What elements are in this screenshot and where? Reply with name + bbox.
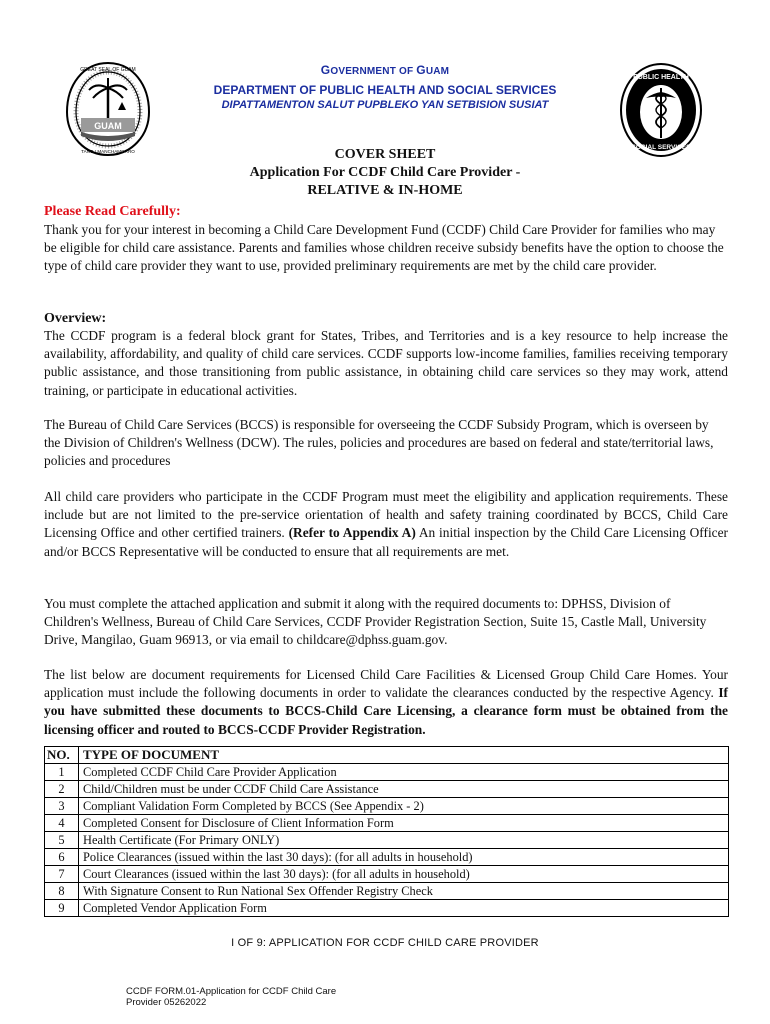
column-header-type: TYPE OF DOCUMENT bbox=[79, 747, 729, 764]
seal-right-bottom-text: SOCIAL SERVICES bbox=[631, 144, 691, 151]
column-header-no: NO. bbox=[45, 747, 79, 764]
seal-left-ring-text: GREAT SEAL OF GUAM bbox=[80, 67, 136, 73]
application-subtitle: RELATIVE & IN-HOME bbox=[307, 183, 463, 198]
row-document: With Signature Consent to Run National Sex Offender Registry Check bbox=[79, 883, 729, 900]
form-identifier bbox=[126, 986, 356, 1008]
form-identifier-line2: Provider 05262022 bbox=[126, 997, 207, 1008]
government-title: GOVERNMENT OF GUAM bbox=[320, 63, 450, 77]
row-number: 2 bbox=[45, 781, 79, 798]
cover-sheet-title: COVER SHEET bbox=[334, 147, 436, 162]
overview-heading: Overview: bbox=[44, 311, 107, 326]
row-document: Police Clearances (issued within the last 30 days): (for all adults in household) bbox=[79, 849, 729, 866]
table-row bbox=[45, 798, 729, 815]
department-title: DEPARTMENT OF PUBLIC HEALTH AND SOCIAL SERVICES bbox=[213, 83, 557, 97]
row-document: Completed CCDF Child Care Provider Application bbox=[79, 764, 729, 781]
bccs-paragraph: The Bureau of Child Care Services (BCCS) is responsible for overseeing the CCDF Subsidy Program, which is overseen by the Division of Children's Wellness (DCW). The rules, policies and procedures are based on federal and state/territorial laws, policies and procedures bbox=[44, 417, 714, 469]
table-row bbox=[45, 866, 729, 883]
overview-paragraph: The CCDF program is a federal block grant for States, Tribes, and Territories and is a key resource to help increase the availability, affordability, and quality of child care services. CCDF supports low-income families, families receiving temporary public assistance, and those transitioning from public assistance, in obtaining child care services so they may work, attend training, or participate in educational activities. bbox=[44, 328, 728, 398]
row-number: 4 bbox=[45, 815, 79, 832]
application-title: Application For CCDF Child Care Provider - bbox=[249, 165, 521, 180]
row-document: Health Certificate (For Primary ONLY) bbox=[79, 832, 729, 849]
please-read-heading: Please Read Carefully: bbox=[44, 204, 181, 219]
row-document: Completed Vendor Application Form bbox=[79, 900, 729, 917]
table-row bbox=[45, 849, 729, 866]
row-number: 7 bbox=[45, 866, 79, 883]
intro-paragraph: Thank you for your interest in becoming a Child Care Development Fund (CCDF) Child Care Provider for families who may be eligible for child care assistance. Parents and families whose children receive subsidy benefits have the option to choose the type of child care provider they want to use, provided preliminary requirements are met by the child care provider. bbox=[44, 222, 724, 274]
appendix-a-reference: (Refer to Appendix A) bbox=[288, 525, 416, 541]
row-number: 5 bbox=[45, 832, 79, 849]
table-row bbox=[45, 764, 729, 781]
eligibility-paragraph: All child care providers who participate in the CCDF Program must meet the eligibility and application requirements. These include but are not limited to the pre-service orientation of health and safety training coordinated by BCCS, Child Care Licensing Office and other certified trainers. (Refer to Appendix A) An initial inspection by the Child Care Licensing Officer and/or BCCS Representative will be conducted to ensure that all requirements are met. bbox=[44, 489, 729, 559]
table-row bbox=[45, 781, 729, 798]
form-identifier-line1: CCDF FORM.01-Application for CCDF Child Care bbox=[126, 986, 337, 997]
table-row bbox=[45, 832, 729, 849]
table-header-row bbox=[45, 747, 729, 764]
row-number: 6 bbox=[45, 849, 79, 866]
row-number: 1 bbox=[45, 764, 79, 781]
document-requirements-paragraph: The list below are document requirements for Licensed Child Care Facilities & Licensed Group Child Care Homes. Your application must include the following documents in order to validate the clearances conducted by the respective Agency. If you have submitted these documents to BCCS-Child Care Licensing, a clearance form must be obtained from the licensing officer and routed to BCCS-CCDF Provider Registration. bbox=[44, 667, 728, 737]
clearance-form-notice: If you have submitted these documents to BCCS-Child Care Licensing, a clearance form must be obtained from the licensing officer and routed to BCCS-CCDF Provider Registration. bbox=[44, 685, 728, 737]
page-footer-label: I OF 9: APPLICATION FOR CCDF CHILD CARE PROVIDER bbox=[231, 937, 539, 949]
seal-left-center-text: GUAM bbox=[94, 121, 122, 131]
row-number: 3 bbox=[45, 798, 79, 815]
row-document: Compliant Validation Form Completed by BCCS (See Appendix - 2) bbox=[79, 798, 729, 815]
table-row bbox=[45, 900, 729, 917]
row-document: Court Clearances (issued within the last 30 days): (for all adults in household) bbox=[79, 866, 729, 883]
row-number: 8 bbox=[45, 883, 79, 900]
document-requirements-table bbox=[44, 746, 729, 917]
row-document: Child/Children must be under CCDF Child Care Assistance bbox=[79, 781, 729, 798]
row-number: 9 bbox=[45, 900, 79, 917]
table-row bbox=[45, 883, 729, 900]
department-subtitle: DIPATTAMENTON SALUT PUPBLEKO YAN SETBISION SUSIAT bbox=[221, 99, 549, 111]
seal-right-top-text: PUBLIC HEALTH bbox=[633, 74, 689, 81]
row-document: Completed Consent for Disclosure of Client Information Form bbox=[79, 815, 729, 832]
seal-left-bottom-text: TANO I MANCHAMORRO bbox=[81, 149, 135, 154]
submission-paragraph: You must complete the attached application and submit it along with the required documents to: DPHSS, Division of Children's Wellness, Bureau of Child Care Services, CCDF Provider Registration Section, Suite 15, Castle Mall, University Drive, Mangilao, Guam 96913, or via email to childcare@dphss.guam.gov. bbox=[44, 596, 707, 648]
table-row bbox=[45, 815, 729, 832]
